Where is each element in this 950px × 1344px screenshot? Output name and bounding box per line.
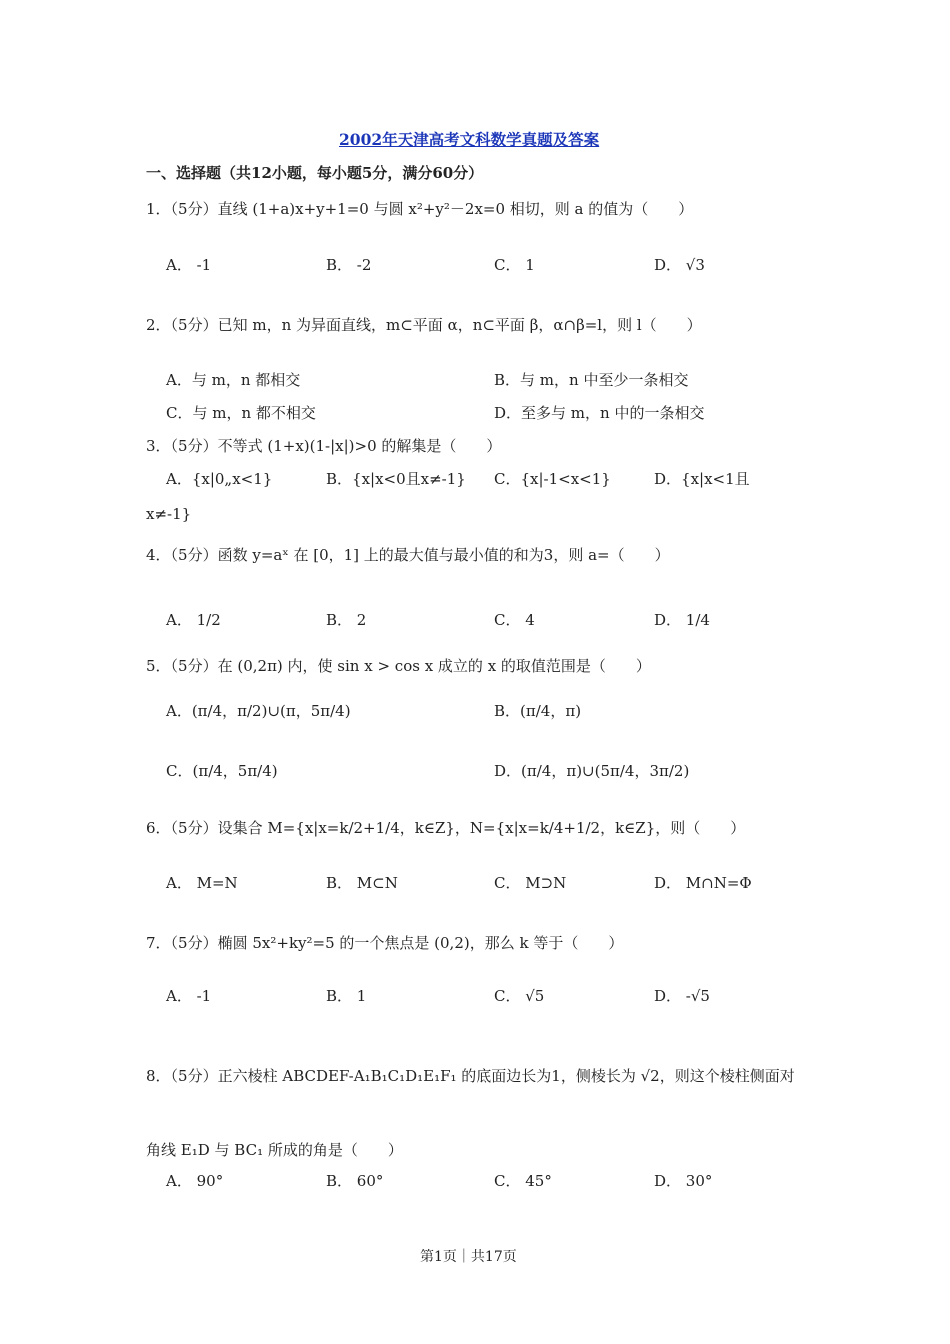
option-b: B． 1: [326, 987, 367, 1005]
option-c: C． M⊃N: [494, 874, 567, 892]
option-a: A． 90°: [166, 1172, 224, 1190]
option-d: D．{x|x<1且: [654, 470, 750, 488]
option-b: B． M⊂N: [326, 874, 398, 892]
option-c: C． 45°: [494, 1172, 552, 1190]
option-d: D． 1/4: [654, 611, 710, 629]
option-d: D． M∩N=Φ: [654, 874, 752, 892]
question-stem: 5．（5分）在 (0,2π) 内，使 sin x > cos x 成立的 x 的取值范围是（ ）: [146, 657, 651, 675]
option-d: D． √3: [654, 256, 705, 274]
option-c: C．{x|-1<x<1}: [494, 470, 611, 488]
option-b: B． -2: [326, 256, 372, 274]
option-b: B． 60°: [326, 1172, 384, 1190]
option-d: D． 30°: [654, 1172, 713, 1190]
option-a: A．{x|0„x<1}: [166, 470, 273, 488]
option-d: D． -√5: [654, 987, 710, 1005]
option-a: A． M=N: [166, 874, 238, 892]
option-d-continued: x≠-1}: [146, 505, 192, 523]
option-c: C．(π/4，5π/4): [166, 762, 278, 780]
option-c: C． 4: [494, 611, 535, 629]
option-c: C． √5: [494, 987, 545, 1005]
option-a: A． 1/2: [166, 611, 221, 629]
option-a: A． -1: [166, 256, 212, 274]
page-title: 2002年天津高考文科数学真题及答案: [339, 130, 600, 149]
option-a: A．与 m，n 都相交: [166, 371, 301, 389]
question-stem: 7．（5分）椭圆 5x²+ky²=5 的一个焦点是 (0,2)，那么 k 等于（ ）: [146, 934, 624, 952]
option-c: C．与 m，n 都不相交: [166, 404, 316, 422]
page-footer: 第1页｜共17页: [420, 1249, 517, 1265]
option-b: B． 2: [326, 611, 367, 629]
option-a: A． -1: [166, 987, 212, 1005]
option-b: B．(π/4，π): [494, 702, 582, 720]
option-c: C． 1: [494, 256, 535, 274]
question-stem: 2．（5分）已知 m，n 为异面直线，m⊂平面 α，n⊂平面 β，α∩β=l，则 l（ ）: [146, 316, 702, 334]
option-b: B．与 m，n 中至少一条相交: [494, 371, 689, 389]
option-b: B．{x|x<0且x≠-1}: [326, 470, 466, 488]
question-stem: 1．（5分）直线 (1+a)x+y+1=0 与圆 x²+y²－2x=0 相切，则 a 的值为（ ）: [146, 200, 694, 218]
option-d: D．(π/4，π)∪(5π/4，3π/2): [494, 762, 690, 780]
option-a: A．(π/4，π/2)∪(π，5π/4): [166, 702, 351, 720]
section-heading: 一、选择题（共12小题，每小题5分，满分60分）: [146, 164, 484, 182]
option-d: D．至多与 m，n 中的一条相交: [494, 404, 705, 422]
question-stem: 6．（5分）设集合 M={x|x=k/2+1/4，k∈Z}，N={x|x=k/4+1/2，k∈Z}，则（ ）: [146, 819, 746, 837]
question-stem: 8．（5分）正六棱柱 ABCDEF-A₁B₁C₁D₁E₁F₁ 的底面边长为1，侧棱长为 √2，则这个棱柱侧面对角线 E₁D 与 BC₁ 所成的角是（ ）: [146, 1067, 795, 1159]
question-stem: 4．（5分）函数 y=aˣ 在 [0，1] 上的最大值与最小值的和为3，则 a=（ ）: [146, 546, 670, 564]
question-stem: 3．（5分）不等式 (1+x)(1-|x|)>0 的解集是（ ）: [146, 437, 502, 455]
